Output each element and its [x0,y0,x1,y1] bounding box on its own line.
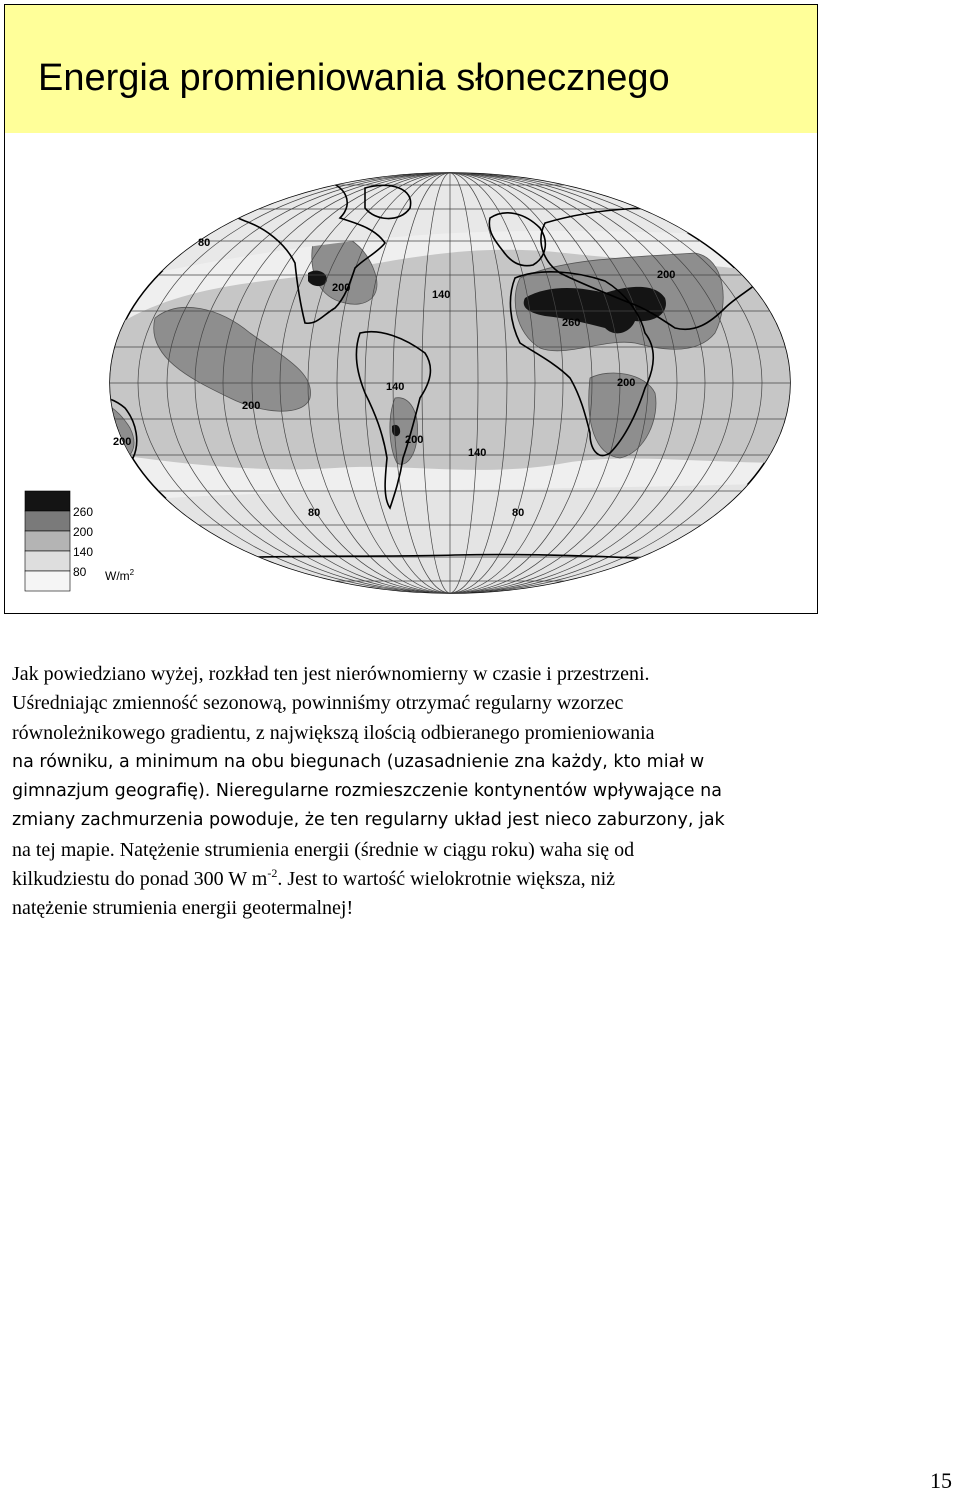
contour-label: 200 [617,377,636,389]
legend-swatch-260 [25,491,70,511]
body-line: zmiany zachmurzenia powoduje, że ten regularny układ jest nieco zaburzony, jak [12,810,725,831]
legend-swatch-base [25,571,70,591]
contour-label: 140 [386,381,405,393]
legend-unit: $W/m^2$ [105,568,135,583]
contour-label: 200 [332,282,351,294]
contour-label: 140 [432,289,451,301]
contour-label: 200 [113,436,132,448]
body-paragraph [12,660,812,924]
contour-label: 80 [198,237,211,249]
legend-swatch-80 [25,551,70,571]
body-line-part: . Jest to wartość wielokrotnie większa, niż [277,868,616,891]
body-line [12,865,812,894]
exponent: -2 [267,866,278,881]
body-line-part: kilkudziestu do ponad 300 W m [12,868,268,891]
legend-value-80: 80 [73,565,87,579]
body-line: natężenie strumienia energii geotermalnej! [12,897,354,920]
body-line: na równiku, a minimum na obu biegunach (uzasadnienie zna każdy, kto miał w [12,751,705,772]
contour-label: 140 [468,447,487,459]
contour-label: 80 [512,507,525,519]
legend-value-200: 200 [73,525,94,539]
legend-value-140: 140 [73,545,94,559]
legend-swatch-140 [25,531,70,551]
body-line: gimnazjum geografię). Nieregularne rozmieszczenie kontynentów wpływające na [12,781,722,802]
contour-label: 80 [308,507,321,519]
contour-label: 200 [405,434,424,446]
title-band [5,5,817,133]
contour-label: 260 [562,317,581,329]
contour-label: 200 [242,400,261,412]
body-line: Jak powiedziano wyżej, rozkład ten jest nierównomierny w czasie i przestrzeni. [12,663,650,685]
page-number: 15 [930,1468,952,1493]
legend [25,491,135,591]
body-line: równoleżnikowego gradientu, z największą ilością odbieranego promieniowania [12,721,655,744]
solar-radiation-world-map [5,133,817,613]
body-line: na tej mapie. Natężenie strumienia energii (średnie w ciągu roku) waha się od [12,838,635,861]
body-line: Uśredniając zmienność sezonową, powinniśmy otrzymać regularny wzorzec [12,692,624,715]
slide [4,4,818,614]
slide-title: Energia promieniowania słonecznego [38,57,670,99]
contour-label: 200 [657,269,676,281]
legend-value-260: 260 [73,505,94,519]
legend-swatch-200 [25,511,70,531]
